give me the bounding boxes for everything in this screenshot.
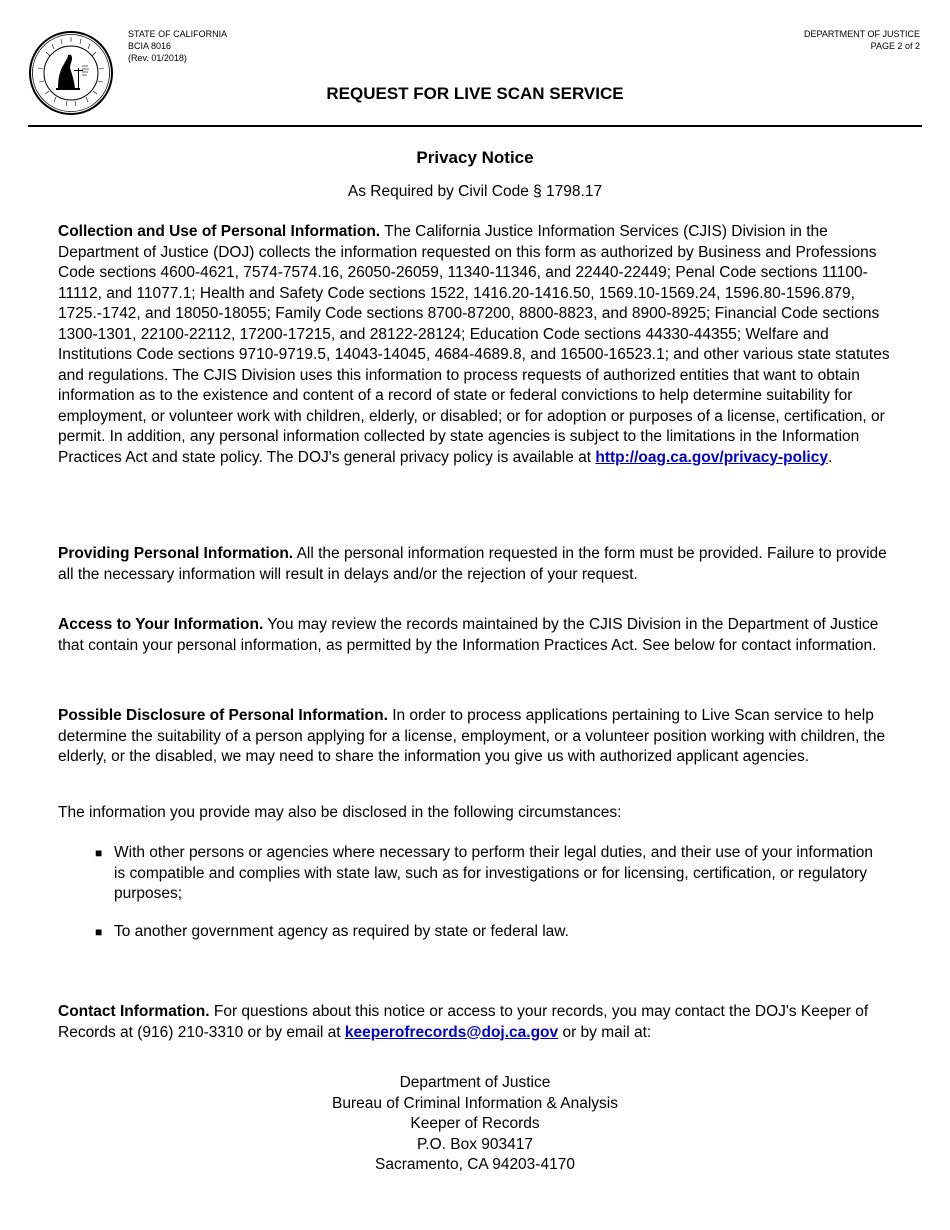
access-body: You may review the records maintained by the CJIS Division in the Department of Justice that contain your personal information, as permitted by the Information Practices Act. See below for contact information.	[58, 616, 879, 654]
address-line: Department of Justice	[399, 1074, 551, 1091]
form-number: BCIA 8016	[128, 41, 172, 51]
page-number: PAGE 2 of 2	[870, 41, 920, 51]
providing-body: All the personal information requested in the form must be provided. Failure to provide all the necessary information will result in delays and/or the rejection of your request.	[58, 545, 887, 583]
privacy-policy-link[interactable]: http://oag.ca.gov/privacy-policy	[595, 448, 828, 466]
disclosure-body: In order to process applications pertaining to Live Scan service to help determine the suitability of a person applying for a license, employment, or a volunteer position working with children, the elderly, or the disabled, we may need to share the information you give us with authorized applicant agencies.	[58, 707, 886, 765]
email-link[interactable]: keeperofrecords@doj.ca.gov	[344, 1023, 559, 1041]
collection-heading: Collection and Use of Personal Information.	[58, 223, 381, 240]
disclosure-section	[58, 706, 898, 768]
collection-section: Collection and Use of Personal Information. The California Justice Information Services (CJIS) Division in the Department of Justice (DOJ) collects the information requested on this form as authorized by Business and Professions Code sections 4600-4621, 7574-7574.16, 26050-26059, 11340-11346, and 22440-22449; Penal Code sections 11100-11112, and 11077.1; Health and Safety Code sections 1522, 1416.20-1416.50, 1569.10-1569.24, 1596.80-1596.879, 1725.-1742, and 18050-18055; Family Code sections 8700-87200, 8800-8823, and 8900-8925; Financial Code sections 1300-1301, 22100-22112, 17200-17215, and 28122-28124; Education Code sections 44330-44355; Welfare and Institutions Code sections 9710-9719.5, 14043-14045, 4684-4689.8, and 16500-16523.1; and other various state statutes and regulations. The CJIS Division uses this information to process requests of authorized entities that want to obtain information as to the existence and content of a record of state or federal convictions to help determine suitability for employment, or volunteer work with children, elderly, or disabled; or for adoption or purposes of a license, certification, or permit. In addition, any personal information collected by state agencies is subject to the limitations in the Information Practices Act and state policy. The DOJ's general privacy policy is available at http://oag.ca.gov/privacy-policy.	[58, 223, 890, 466]
address-line: P.O. Box 903417	[416, 1135, 534, 1153]
address-line: Sacramento, CA 94203-4170	[375, 1156, 575, 1173]
contact-heading: Contact Information.	[58, 1003, 210, 1020]
header-divider	[28, 125, 922, 127]
collection-body: The California Justice Information Services (CJIS) Division in the Department of Justice (DOJ) collects the information requested on this form as authorized by Business and Professions Code sections 4600-4621, 7574-7574.16, 26050-26059, 11340-11346, and 22440-22449; Penal Code sections 11100-11112, and 11077.1; Health and Safety Code sections 1522, 1416.20-1416.50, 1569.10-1569.24, 1596.80-1596.879, 1725.-1742, and 18050-18055; Family Code sections 8700-87200, 8800-8823, and 8900-8925; Financial Code sections 1300-1301, 22100-22112, 17200-17215, and 28122-28124; Education Code sections 44330-44355; Welfare and Institutions Code sections 9710-9719.5, 14043-14045, 4684-4689.8, and 16500-16523.1; and other various state statutes and regulations. The CJIS Division uses this information to process requests of authorized entities that want to obtain information as to the existence and content of a record of state or federal convictions to help determine suitability for employment, or volunteer work with children, elderly, or disabled; or for adoption or purposes of a license, certification, or permit. In addition, any personal information collected by state agencies is subject to the limitations in the Information Practices Act and state policy. The DOJ's general privacy policy is available at	[58, 223, 890, 466]
bullet-icon: ■	[95, 925, 103, 939]
department-label: DEPARTMENT OF JUSTICE	[803, 29, 920, 39]
notice-title: Privacy Notice	[416, 148, 534, 167]
state-label: STATE OF CALIFORNIA	[128, 29, 228, 39]
list-item: ■ With other persons or agencies where necessary to perform their legal duties, and their use of your information is compatible and complies with state law, such as for investigations or for licensing, certification, or regulatory purposes;	[95, 844, 874, 902]
providing-section	[58, 544, 898, 585]
circumstances-intro: The information you provide may also be disclosed in the following circumstances:	[58, 804, 622, 821]
contact-body: For questions about this notice or access to your records, you may contact the DOJ's Keeper of Records at (916) 210-3310 or by email at	[58, 1003, 869, 1041]
bullet-icon: ■	[95, 846, 103, 860]
list-item: ■ To another government agency as required by state or federal law.	[95, 922, 885, 943]
access-section	[58, 615, 898, 656]
form-identification	[128, 28, 227, 64]
form-revision: (Rev. 01/2018)	[128, 53, 187, 63]
access-heading: Access to Your Information.	[58, 616, 264, 633]
address-line: Keeper of Records	[410, 1115, 540, 1132]
address-line: Bureau of Criminal Information & Analysis	[331, 1094, 619, 1112]
mailing-address	[0, 1073, 950, 1176]
contact-section: Contact Information. For questions about this notice or access to your records, you may contact the DOJ's Keeper of Records at (916) 210-3310 or by email at keeperofrecords@doj.ca.gov or by mail at:	[58, 1003, 869, 1041]
disclosure-heading: Possible Disclosure of Personal Information.	[58, 707, 388, 724]
notice-subtitle: As Required by Civil Code § 1798.17	[347, 183, 603, 200]
providing-heading: Providing Personal Information.	[58, 545, 294, 562]
department-info	[804, 28, 920, 52]
form-title: REQUEST FOR LIVE SCAN SERVICE	[326, 84, 624, 103]
